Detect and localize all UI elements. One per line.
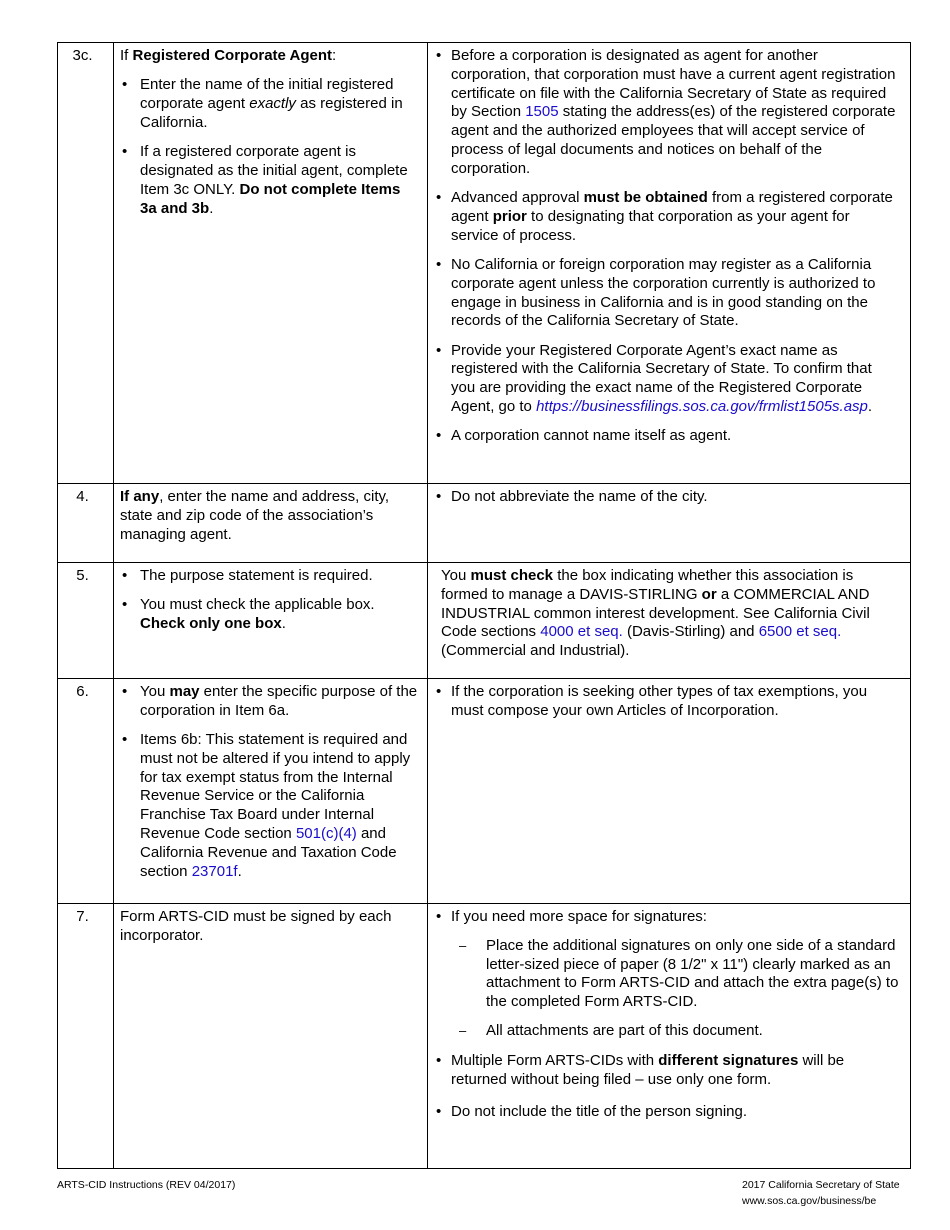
instructions-table bbox=[57, 42, 911, 1169]
list-item: • You may enter the specific purpose of the corporation in Item 6a. bbox=[120, 683, 421, 721]
bullet-list bbox=[436, 488, 900, 507]
table-row bbox=[58, 679, 911, 904]
item-number: 4. bbox=[58, 484, 114, 563]
item-instruction bbox=[114, 43, 428, 484]
row-intro: If Registered Corporate Agent: bbox=[120, 47, 337, 64]
sub-list bbox=[451, 937, 900, 1041]
list-item: • You must check the applicable box. Check only one box. bbox=[120, 596, 421, 634]
item-instruction: If any, enter the name and address, city, state and zip code of the association’s managing agent. bbox=[114, 484, 428, 563]
item-instruction: Form ARTS-CID must be signed by each incorporator. bbox=[114, 904, 428, 1169]
list-item: • Advanced approval must be obtained from a registered corporate agent prior to designating that corporation as your agent for service of process. bbox=[436, 189, 900, 245]
website-line: www.sos.ca.gov/business/be bbox=[742, 1195, 877, 1207]
item-notes: You must check the box indicating whether this association is formed to manage a DAVIS-STIRLING or a COMMERCIAL AND INDUSTRIAL common interest development. See California Civil Code sections 4000 et seq. (Davis-Stirling) and 6500 et seq. (Commercial and Industrial). bbox=[428, 563, 911, 679]
list-item: • A corporation cannot name itself as agent. bbox=[436, 427, 900, 446]
irc-501c4-link[interactable]: 501(c)(4) bbox=[295, 825, 357, 843]
list-item: • Multiple Form ARTS-CIDs with different signatures will be returned without being filed – use only one form. bbox=[436, 1052, 900, 1090]
item-instruction bbox=[114, 679, 428, 904]
list-item: • Do not include the title of the person signing. bbox=[436, 1103, 900, 1122]
table-row bbox=[58, 484, 911, 563]
list-item: • Provide your Registered Corporate Agent’s exact name as registered with the California Secretary of State. To confirm that you are providing the exact name of the Registered Corporate Agent, go to https://businessfilings.sos.ca.gov/frmlist1505s.asp. bbox=[436, 342, 900, 417]
bullet-list bbox=[120, 683, 421, 881]
section-1505-link[interactable]: 1505 bbox=[525, 103, 559, 121]
table-row bbox=[58, 904, 911, 1169]
item-number: 3c. bbox=[58, 43, 114, 484]
item-notes bbox=[428, 679, 911, 904]
bullet-list bbox=[120, 76, 421, 218]
item-number: 7. bbox=[58, 904, 114, 1169]
bullet-list bbox=[436, 908, 900, 1122]
table-row bbox=[58, 563, 911, 679]
table-row bbox=[58, 43, 911, 484]
item-notes bbox=[428, 484, 911, 563]
footer-publisher bbox=[742, 1177, 900, 1209]
list-item: • Enter the name of the initial registered corporate agent exactly as registered in California. bbox=[120, 76, 421, 132]
list-item: • Before a corporation is designated as agent for another corporation, that corporation must have a current agent registration certificate on file with the California Secretary of State as required by Section 1505 stating the address(es) of the registered corporate agent and the authorized employees that will accept service of process of legal documents and notices on behalf of the corporation. bbox=[436, 47, 900, 179]
list-item: • No California or foreign corporation may register as a California corporate agent unless the corporation currently is authorized to engage in business in California and is in good standing on the records of the California Secretary of State. bbox=[436, 256, 900, 331]
copyright-line: 2017 California Secretary of State bbox=[742, 1179, 900, 1191]
rtc-23701f-link[interactable]: 23701f bbox=[191, 862, 238, 880]
item-notes bbox=[428, 904, 911, 1169]
list-item: • If a registered corporate agent is designated as the initial agent, complete Item 3c ONLY. Do not complete Items 3a and 3b. bbox=[120, 143, 421, 218]
bullet-list bbox=[436, 683, 900, 721]
list-item: • If the corporation is seeking other types of tax exemptions, you must compose your own Articles of Incorporation. bbox=[436, 683, 900, 721]
civil-code-6500-link[interactable]: 6500 et seq. bbox=[758, 623, 842, 641]
item-number: 5. bbox=[58, 563, 114, 679]
bullet-list bbox=[120, 567, 421, 634]
sub-list-item: – All attachments are part of this document. bbox=[451, 1022, 900, 1041]
list-item: • Items 6b: This statement is required and must not be altered if you intend to apply for tax exempt status from the Internal Revenue Service or the California Franchise Tax Board under Internal Revenue Code section 501(c)(4) and California Revenue and Taxation Code section 23701f. bbox=[120, 731, 421, 881]
list-item: • Do not abbreviate the name of the city. bbox=[436, 488, 900, 507]
sub-list-item: – Place the additional signatures on only one side of a standard letter-sized piece of paper (8 1/2" x 11") clearly marked as an attachment to Form ARTS-CID and attach the extra page(s) to the completed Form ARTS-CID. bbox=[451, 937, 900, 1012]
bullet-list bbox=[436, 47, 900, 446]
item-notes bbox=[428, 43, 911, 484]
list-item: • The purpose statement is required. bbox=[120, 567, 421, 586]
civil-code-4000-link[interactable]: 4000 et seq. bbox=[540, 623, 623, 641]
item-number: 6. bbox=[58, 679, 114, 904]
list-item: • If you need more space for signatures: – Place the additional signatures on only one side of a standard letter-sized piece of paper (8 1/2" x 11") clearly marked as an attachment to Form ARTS-CID and attach the extra page(s) to the completed Form ARTS-CID. – All attachments are part of this document. bbox=[436, 908, 900, 1041]
item-instruction bbox=[114, 563, 428, 679]
corporate-agent-list-link[interactable]: https://businessfilings.sos.ca.gov/frmlist1505s.asp bbox=[536, 398, 868, 416]
form-revision: ARTS-CID Instructions (REV 04/2017) bbox=[57, 1179, 236, 1191]
